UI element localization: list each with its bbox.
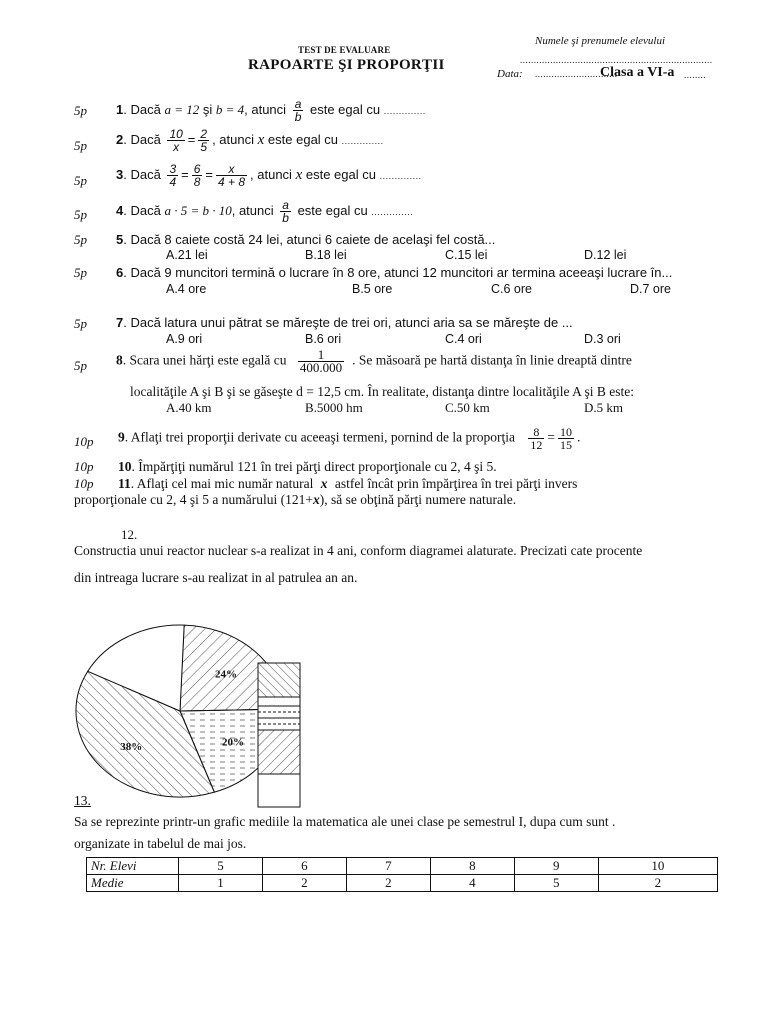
question-9: 9. Aflaţi trei proporţii derivate cu aceeaşi termeni, pornind de la proporţia $\frac{8}{12}$ = $\frac{10}{15}$ . xyxy=(118,425,581,452)
q1-points: 5p xyxy=(74,103,87,118)
table-cell: 6 xyxy=(262,858,346,875)
question-12-line1: Constructia unui reactor nuclear s-a realizat in 4 ani, conform diagramei alaturate. Precizati cate procente xyxy=(74,543,643,558)
q10-points: 10p xyxy=(74,459,94,474)
q5-option-d[interactable]: D.12 lei xyxy=(584,248,627,262)
student-name-label: Numele şi prenumele elevului xyxy=(535,35,666,47)
question-5: 5. Dacă 8 caiete costă 24 lei, atunci 6 caiete de acelaşi fel costă... xyxy=(116,232,496,247)
q6-option-d[interactable]: D.7 ore xyxy=(630,282,671,296)
answer-blank[interactable]: .............. xyxy=(383,105,426,116)
row-header: Medie xyxy=(87,875,179,892)
table-cell: 7 xyxy=(346,858,430,875)
answer-blank[interactable]: .............. xyxy=(341,135,384,146)
page-title: RAPOARTE ŞI PROPORŢII xyxy=(248,57,445,73)
question-8: 8. Scara unei hărţi este egală cu $\frac{1}{400.000}$ . Se măsoară pe hartă distanţa în linie dreaptă dintre xyxy=(116,347,632,375)
q5-points: 5p xyxy=(74,232,87,247)
question-1: 1. Dacă a = 12 şi b = 4, atunci $\frac{a}{b}$ este egal cu .............. xyxy=(116,97,426,124)
q8-option-c[interactable]: C.50 km xyxy=(445,400,490,415)
q12-number: 12. xyxy=(121,527,138,542)
q3-points: 5p xyxy=(74,173,87,188)
grades-table xyxy=(86,857,718,892)
q6-option-b[interactable]: B.5 ore xyxy=(352,282,393,296)
question-2: 2. Dacă $\frac{10}{x}$ = $\frac{2}{5}$ , atunci x este egal cu .............. xyxy=(116,127,384,154)
question-12-line2: din intreaga lucrare s-au realizat in al patrulea an an. xyxy=(74,570,358,585)
question-4: 4. Dacă a · 5 = b · 10, atunci $\frac{a}{b}$ este egal cu .............. xyxy=(116,198,414,225)
student-name-field[interactable]: ...................................................................... xyxy=(520,55,713,65)
table-cell: 10 xyxy=(598,858,717,875)
test-label: TEST DE EVALUARE xyxy=(298,45,391,55)
question-7: 7. Dacă latura unui pătrat se măreşte de trei ori, atunci aria sa se măreşte de ... xyxy=(116,315,573,330)
q7-option-a[interactable]: A.9 ori xyxy=(166,332,203,346)
q5-option-c[interactable]: C.15 lei xyxy=(445,248,488,262)
q5-option-b[interactable]: B.18 lei xyxy=(305,248,347,262)
question-11: 11. Aflaţi cel mai mic număr natural x astfel încât prin împărţirea în trei părţi invers xyxy=(118,476,578,491)
date-label: Data: xyxy=(497,68,523,80)
pie-slice-label: 38% xyxy=(120,740,143,753)
q7-points: 5p xyxy=(74,316,87,331)
bar-segment xyxy=(258,730,300,774)
q9-points: 10p xyxy=(74,434,94,449)
pie-slice-label: 20% xyxy=(222,736,244,749)
table-row xyxy=(87,875,718,892)
q8-points: 5p xyxy=(74,358,87,373)
q5-option-a[interactable]: A.21 lei xyxy=(166,248,208,262)
table-cell: 2 xyxy=(346,875,430,892)
q13-number: 13. xyxy=(74,793,91,808)
table-cell: 5 xyxy=(179,858,263,875)
bar-segment xyxy=(258,663,300,697)
answer-blank[interactable]: .............. xyxy=(379,170,422,181)
q7-option-d[interactable]: D.3 ori xyxy=(584,332,621,346)
question-11-line2: proporţionale cu 2, 4 şi 5 a numărului (121+x), să se obţină părţi numere naturale. xyxy=(74,492,517,507)
pie-slice-label: 24% xyxy=(215,668,237,681)
question-10: 10. Împărţiţi numărul 121 în trei părţi direct proporţionale cu 2, 4 şi 5. xyxy=(118,459,497,474)
q6-points: 5p xyxy=(74,265,87,280)
question-8-line2: localităţile A şi B şi se găseşte d = 12,5 cm. În realitate, distanţa dintre localităţile A şi B este: xyxy=(130,384,635,399)
q8-option-d[interactable]: D.5 km xyxy=(584,400,623,415)
q4-points: 5p xyxy=(74,207,87,222)
table-cell: 8 xyxy=(430,858,514,875)
answer-blank[interactable]: .............. xyxy=(371,206,414,217)
q6-option-c[interactable]: C.6 ore xyxy=(491,282,532,296)
q8-option-b[interactable]: B.5000 hm xyxy=(305,400,363,415)
question-6: 6. Dacă 9 muncitori termină o lucrare în 8 ore, atunci 12 muncitori ar termina aceeaşi lucrare în... xyxy=(116,265,673,280)
q2-points: 5p xyxy=(74,138,87,153)
q8-option-a[interactable]: A.40 km xyxy=(166,400,212,415)
q11-points: 10p xyxy=(74,476,94,491)
table-cell: 9 xyxy=(514,858,598,875)
table-row xyxy=(87,858,718,875)
table-cell: 5 xyxy=(514,875,598,892)
pie-slices xyxy=(76,625,284,797)
q7-option-b[interactable]: B.6 ori xyxy=(305,332,342,346)
table-cell: 2 xyxy=(598,875,717,892)
question-3: 3. Dacă $\frac{3}{4}$ = $\frac{6}{8}$ = $\frac{x}{4 + 8}$ , atunci x este egal cu .............. xyxy=(116,162,422,189)
question-13-line2: organizate in tabelul de mai jos. xyxy=(74,836,247,851)
stacked-bar xyxy=(255,660,303,810)
class-dots: ........ xyxy=(684,70,706,80)
q6-option-a[interactable]: A.4 ore xyxy=(166,282,207,296)
table-cell: 4 xyxy=(430,875,514,892)
question-13-line1: Sa se reprezinte printr-un grafic mediile la matematica ale unei clase pe semestrul I, dupa cum sunt . xyxy=(74,814,616,829)
q7-option-c[interactable]: C.4 ori xyxy=(445,332,482,346)
row-header: Nr. Elevi xyxy=(87,858,179,875)
date-field[interactable]: .............................. xyxy=(535,69,618,79)
class-label: Clasa a VI-a xyxy=(600,65,675,80)
table-cell: 1 xyxy=(179,875,263,892)
table-cell: 2 xyxy=(262,875,346,892)
